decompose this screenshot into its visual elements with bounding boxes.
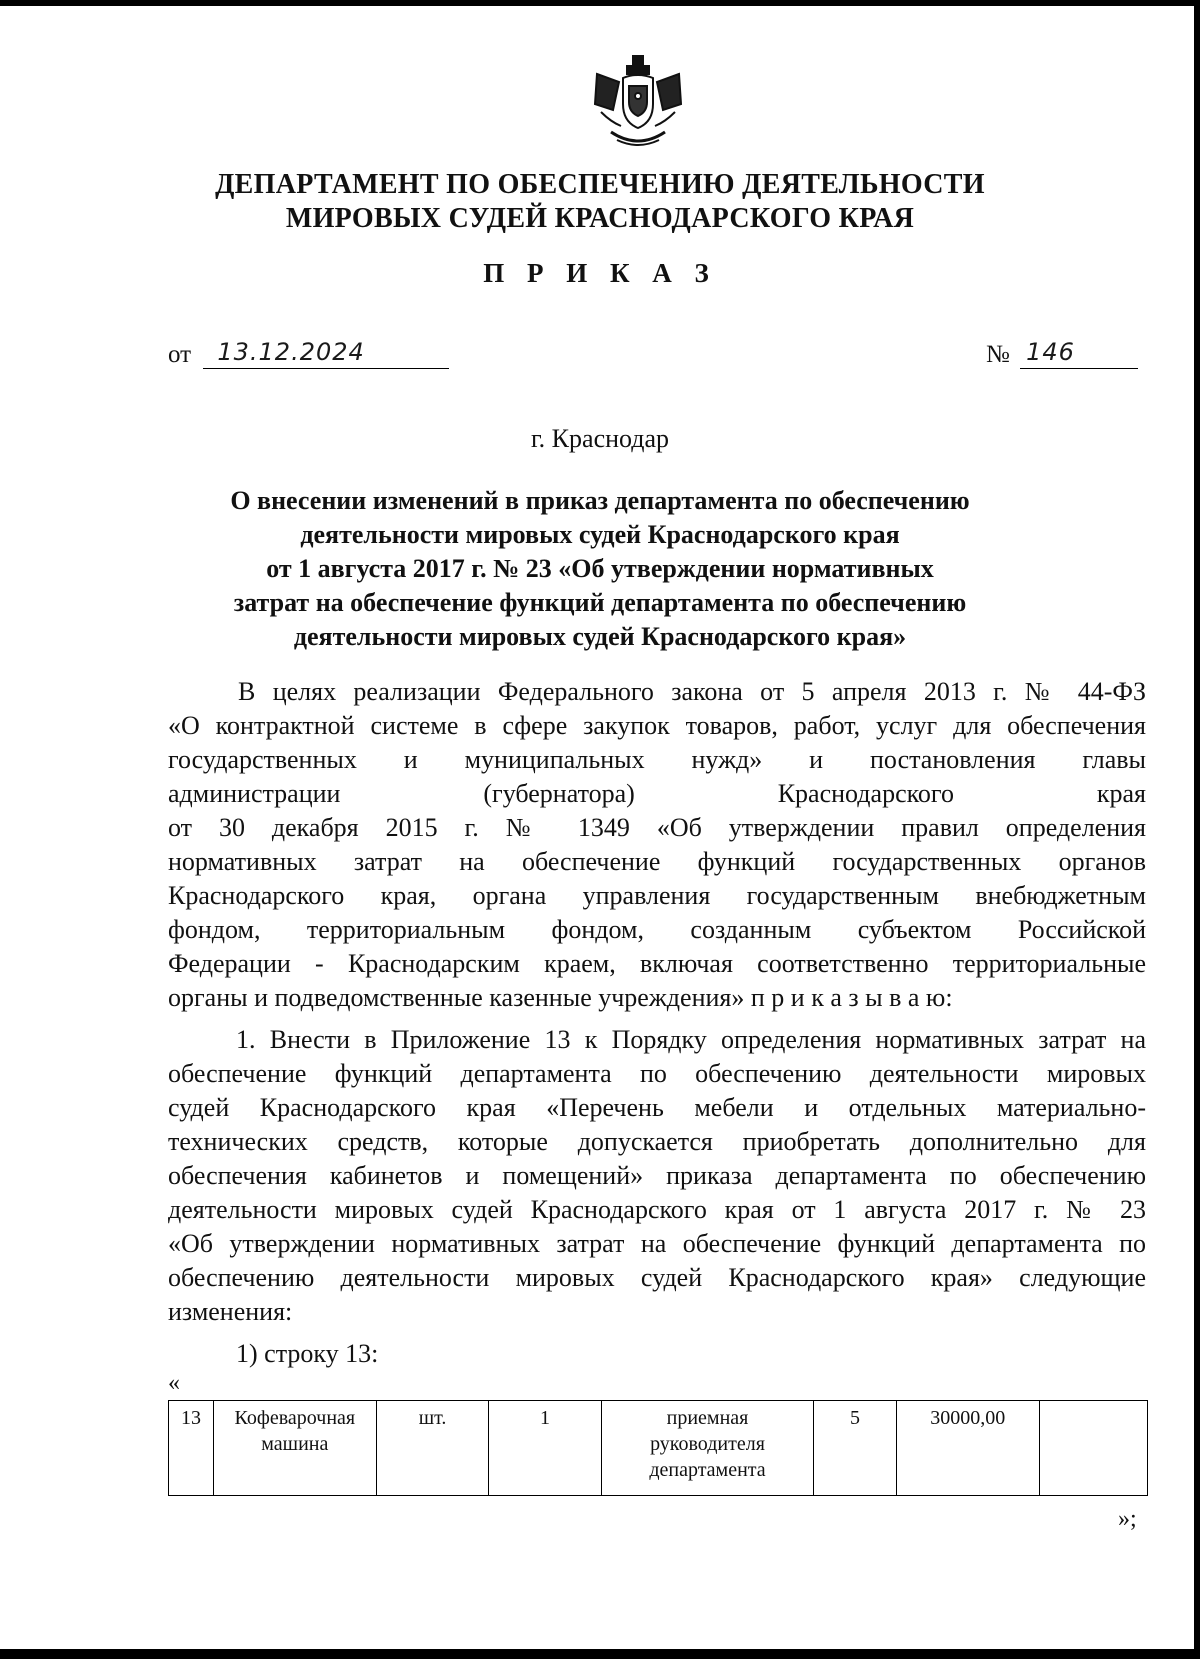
date-handwritten: 13.12.2024 [217, 338, 365, 366]
point1-line: судей Краснодарского края «Перечень мебели и отдельных материально- [168, 1093, 1146, 1122]
preamble-line: от 30 декабря 2015 г. № 1349 «Об утверждении правил определения [168, 813, 1146, 842]
point1-line: деятельности мировых судей Краснодарского края от 1 августа 2017 г. № 23 [168, 1195, 1146, 1224]
preamble-line: нормативных затрат на обеспечение функций государственных органов [168, 847, 1146, 876]
number-row [986, 340, 1138, 369]
open-quote: « [168, 1370, 180, 1396]
point1-line: изменения: [168, 1297, 293, 1326]
order-title-line: деятельности мировых судей Краснодарского края [300, 520, 900, 549]
preamble-line: Краснодарского края, органа управления государственным внебюджетным [168, 881, 1146, 910]
close-quote: »; [1118, 1506, 1137, 1532]
preamble-line: В целях реализации Федерального закона от 5 апреля 2013 г. № 44-ФЗ [238, 677, 1146, 706]
cell-quantity: 1 [489, 1401, 601, 1496]
point1-line: обеспечения кабинетов и помещений» приказа департамента по обеспечению [168, 1161, 1146, 1190]
scan-border-bottom [0, 1649, 1200, 1659]
date-row [168, 340, 449, 369]
cell-note [1039, 1401, 1147, 1496]
preamble-line: органы и подведомственные казенные учреждения» п р и к а з ы в а ю: [168, 983, 953, 1012]
cell-years: 5 [814, 1401, 897, 1496]
department-name-line-1: ДЕПАРТАМЕНТ ПО ОБЕСПЕЧЕНИЮ ДЕЯТЕЛЬНОСТИ [215, 169, 985, 200]
order-title-line: от 1 августа 2017 г. № 23 «Об утверждении нормативных [266, 554, 934, 583]
scan-border-top [0, 0, 1200, 6]
replacement-row-table [168, 1400, 1148, 1496]
department-name-line-2: МИРОВЫХ СУДЕЙ КРАСНОДАРСКОГО КРАЯ [285, 203, 915, 234]
preamble-line: государственных и муниципальных нужд» и постановления главы [168, 745, 1146, 774]
subpoint-heading: 1) строку 13: [236, 1339, 379, 1368]
point1-line: «Об утверждении нормативных затрат на обеспечение функций департамента по [168, 1229, 1146, 1258]
cell-unit: шт. [376, 1401, 489, 1496]
preamble-line: Федерации - Краснодарским краем, включая соответственно территориальные [168, 949, 1146, 978]
number-field [1020, 340, 1138, 369]
preamble-line: фондом, территориальным фондом, созданным субъектом Российской [168, 915, 1146, 944]
order-title-line: деятельности мировых судей Краснодарского края» [293, 622, 907, 651]
point1-line: 1. Внести в Приложение 13 к Порядку определения нормативных затрат на [236, 1025, 1146, 1054]
table-row [169, 1401, 1148, 1496]
preamble-line: «О контрактной системе в сфере закупок товаров, работ, услуг для обеспечения [168, 711, 1146, 740]
coat-of-arms-emblem [587, 52, 689, 152]
order-title-line: затрат на обеспечение функций департамента по обеспечению [233, 588, 967, 617]
number-handwritten: 146 [1026, 338, 1075, 366]
date-label: от [168, 341, 192, 368]
document-type-title: П Р И К А З [483, 258, 717, 288]
scan-border-right [1194, 0, 1200, 1659]
cell-item-name: Кофеварочная машина [213, 1401, 376, 1496]
cell-price: 30000,00 [896, 1401, 1039, 1496]
cell-location: приемная руководителя департамента [601, 1401, 813, 1496]
point1-line: технических средств, которые допускается приобретать дополнительно для [168, 1127, 1146, 1156]
cell-number: 13 [169, 1401, 214, 1496]
point1-line: обеспечению деятельности мировых судей Краснодарского края» следующие [168, 1263, 1146, 1292]
point1-line: обеспечение функций департамента по обеспечению деятельности мировых [168, 1059, 1146, 1088]
date-field [203, 340, 449, 369]
preamble-line: администрации (губернатора) Краснодарского края [168, 779, 1146, 808]
number-label: № [986, 341, 1010, 368]
order-title-line: О внесении изменений в приказ департамента по обеспечению [230, 486, 970, 515]
city: г. Краснодар [530, 424, 670, 453]
